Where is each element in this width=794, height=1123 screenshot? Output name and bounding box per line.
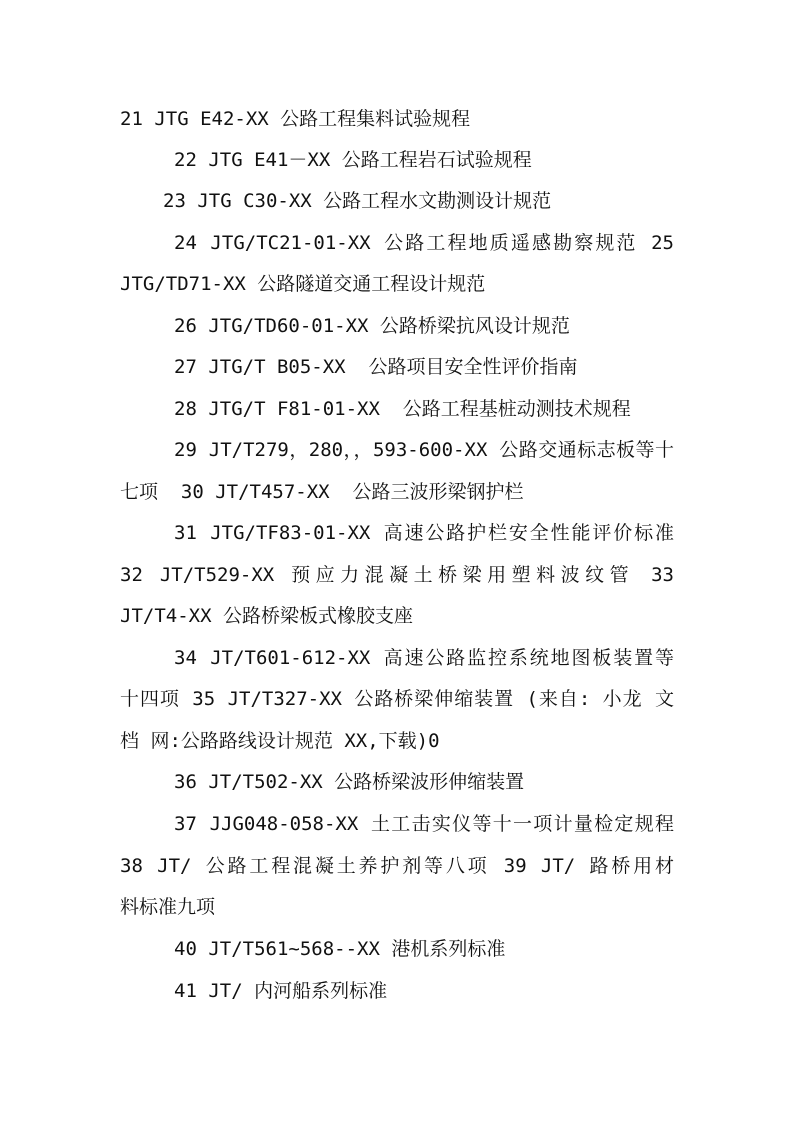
- text-line-6: 26 JTG/TD60-01-XX 公路桥梁抗风设计规范: [174, 315, 570, 337]
- text-line-12: 32 JT/T529-XX 预应力混凝土桥梁用塑料波纹管 33: [120, 564, 674, 586]
- text-line-7: 27 JTG/T B05-XX 公路项目安全性评价指南: [174, 356, 578, 378]
- text-line-9: 29 JT/T279，280，，593-600-XX 公路交通标志板等十: [174, 439, 674, 461]
- text-line-5: JTG/TD71-XX 公路隧道交通工程设计规范: [120, 273, 486, 295]
- text-line-3: 23 JTG C30-XX 公路工程水文勘测设计规范: [163, 190, 552, 212]
- text-line-18: 37 JJG048-058-XX 土工击实仪等十一项计量检定规程: [174, 813, 674, 835]
- text-line-8: 28 JTG/T F81-01-XX 公路工程基桩动测技术规程: [174, 398, 631, 420]
- text-line-14: 34 JT/T601-612-XX 高速公路监控系统地图板装置等: [174, 647, 674, 669]
- text-line-21: 40 JT/T561~568--XX 港机系列标准: [174, 938, 506, 960]
- text-line-16: 档 网:公路路线设计规范 XX,下载)0: [120, 730, 440, 752]
- text-line-2: 22 JTG E41－XX 公路工程岩石试验规程: [174, 149, 532, 171]
- text-line-17: 36 JT/T502-XX 公路桥梁波形伸缩装置: [174, 771, 525, 793]
- text-line-13: JT/T4-XX 公路桥梁板式橡胶支座: [120, 605, 413, 627]
- text-line-10: 七项 30 JT/T457-XX 公路三波形梁钢护栏: [120, 481, 524, 503]
- text-line-19: 38 JT/ 公路工程混凝土养护剂等八项 39 JT/ 路桥用材: [120, 855, 674, 877]
- text-line-15: 十四项 35 JT/T327-XX 公路桥梁伸缩装置 (来自: 小龙 文: [120, 688, 674, 710]
- text-line-22: 41 JT/ 内河船系列标准: [174, 980, 388, 1002]
- text-line-20: 料标准九项: [120, 896, 216, 918]
- text-line-1: 21 JTG E42-XX 公路工程集料试验规程: [120, 108, 471, 130]
- text-line-4: 24 JTG/TC21-01-XX 公路工程地质遥感勘察规范 25: [174, 232, 674, 254]
- text-line-11: 31 JTG/TF83-01-XX 高速公路护栏安全性能评价标准: [174, 522, 674, 544]
